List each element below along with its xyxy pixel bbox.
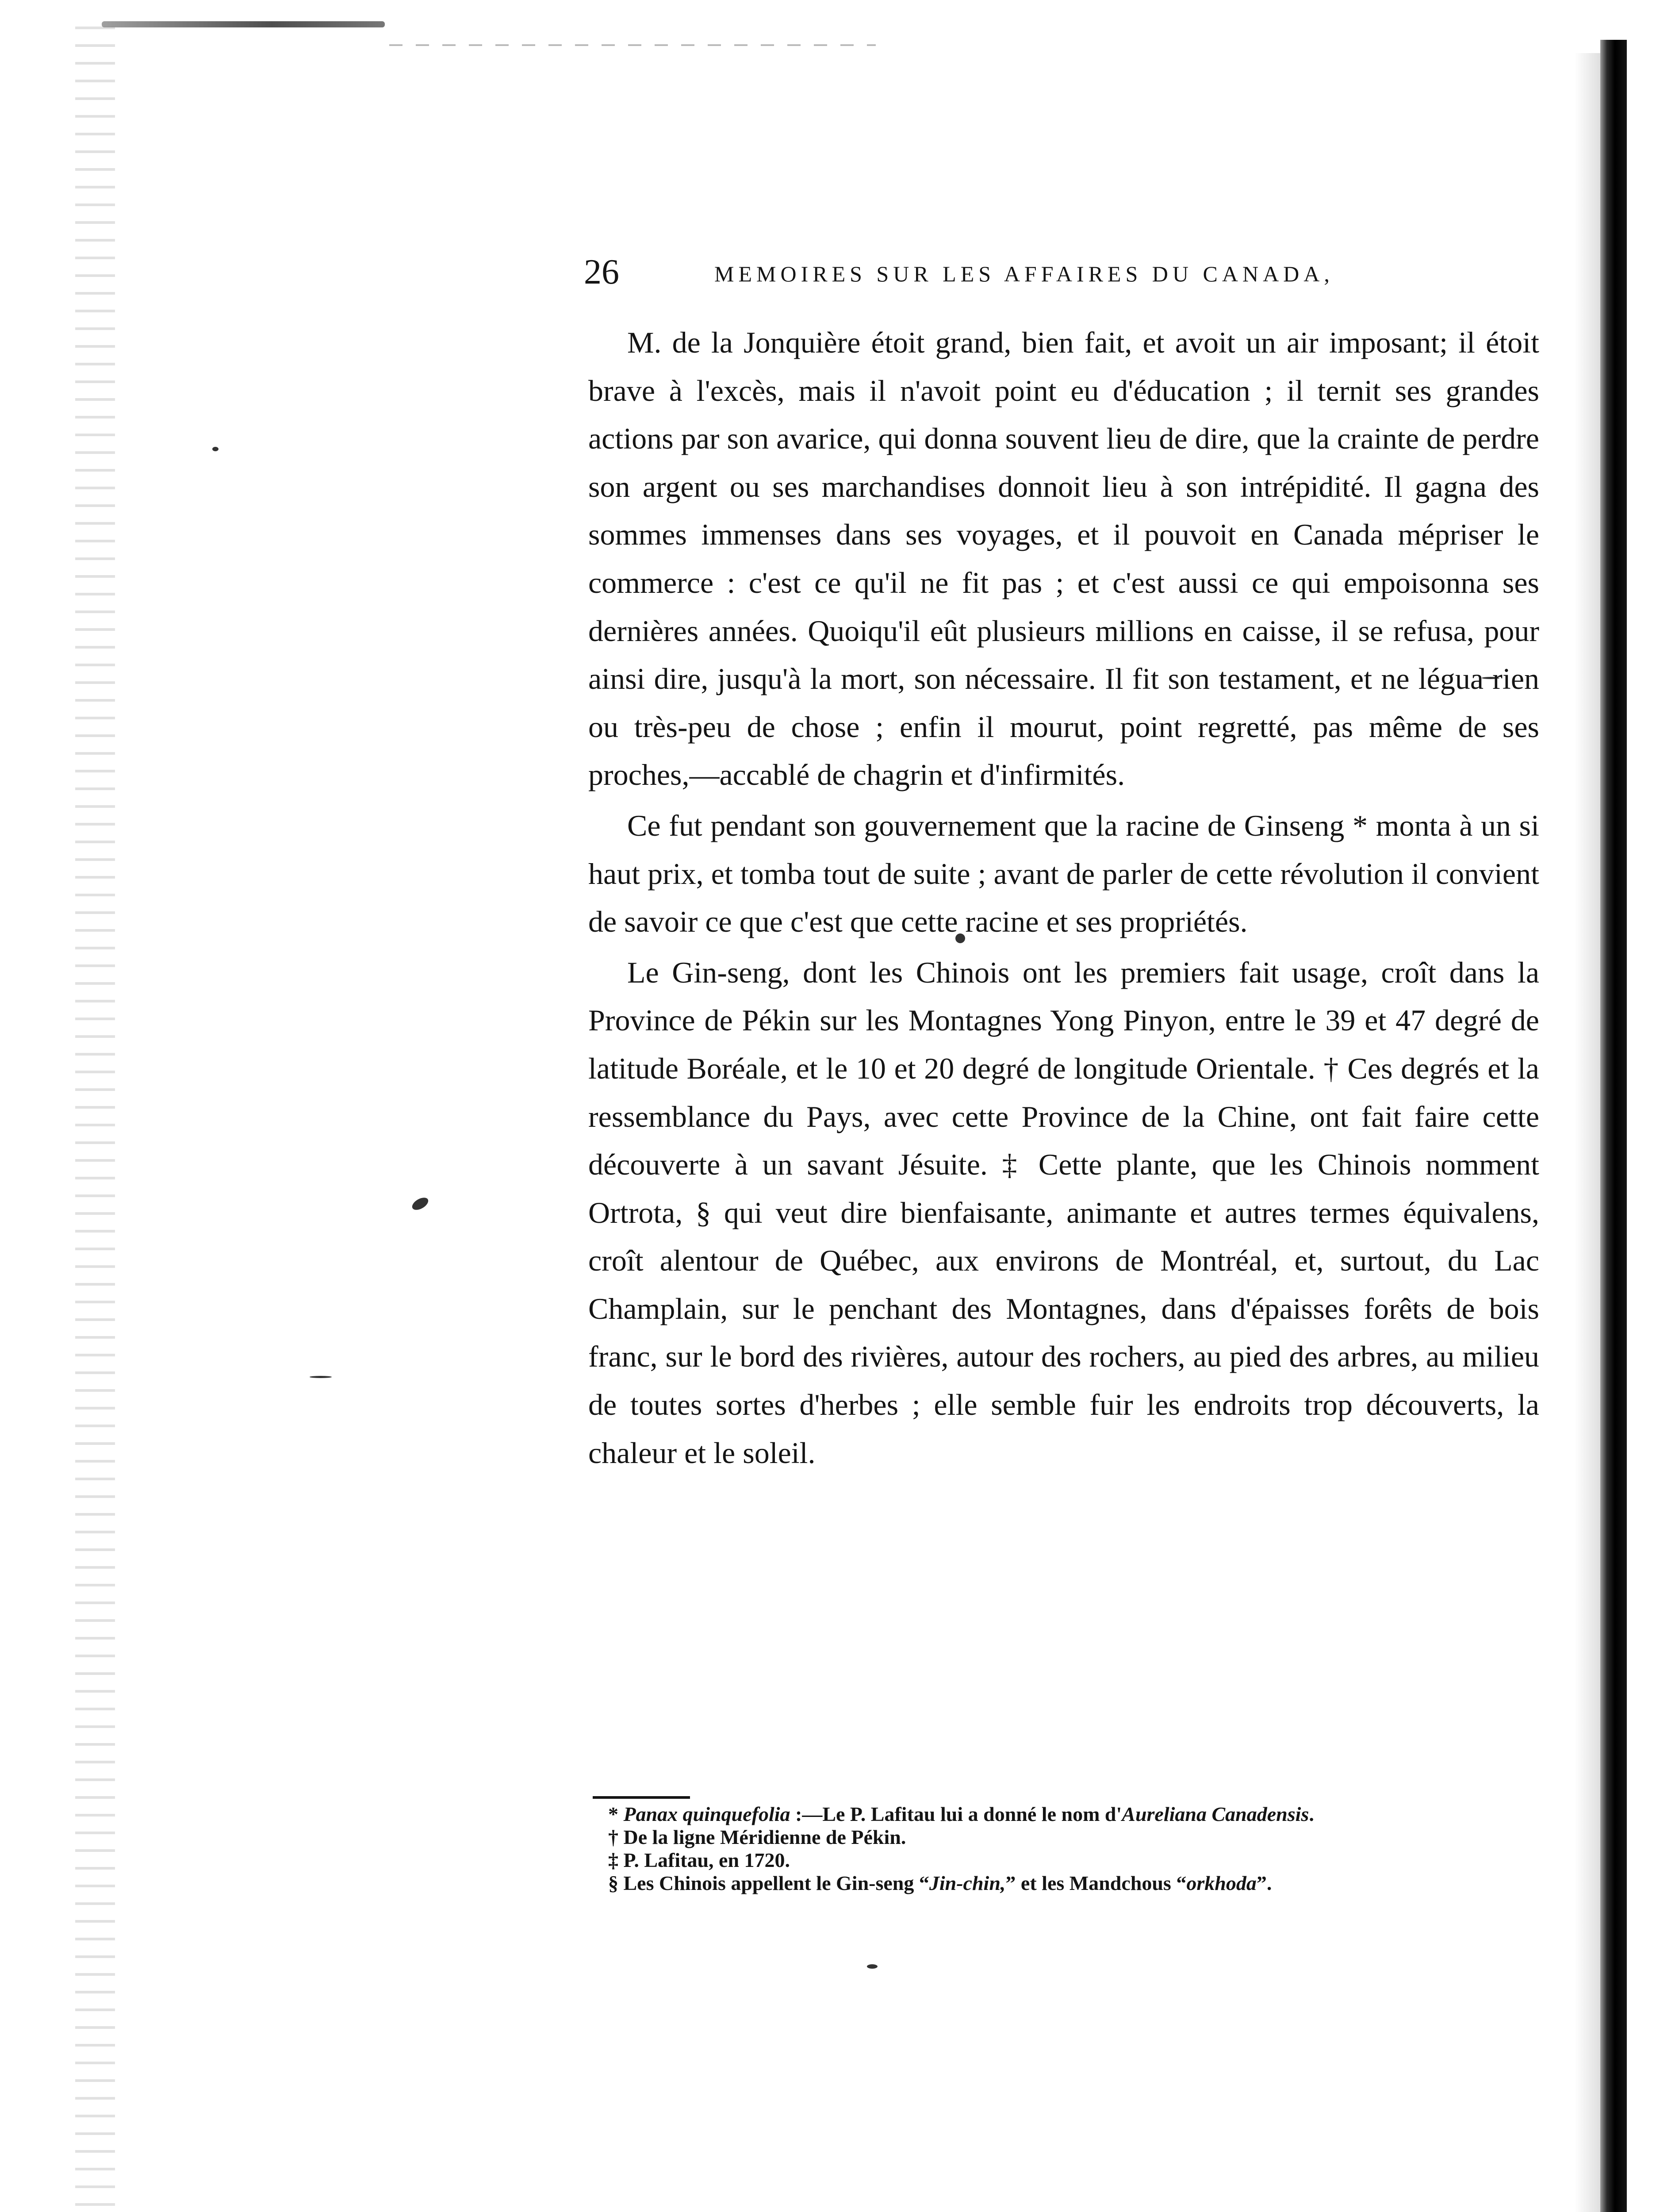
footnote-section: § Les Chinois appellent le Gin-seng “Jin-chin,” et les Mandchous “orkhoda”.	[608, 1872, 1272, 1894]
running-head: MEMOIRES SUR LES AFFAIRES DU CANADA,	[714, 261, 1334, 286]
paragraph-jonquiere: M. de la Jonquière étoit grand, bien fait, et avoit un air imposant; il étoit brave à l'excès, mais il n'avoit point eu d'éducation ; il ternit ses grandes actions par son avarice, qui donna souvent lieu de dire, que la crainte de perdre son argent ou ses marchandises donnoit lieu à son intrépidité. Il gagna des sommes immenses dans ses voyages, et il pouvoit en Canada mépriser le commerce : c'est ce qu'il ne fit pas ; et c'est aussi ce qui empoisonna ses dernières années. Quoiqu'il eût plusieurs millions en caisse, il se refusa, pour ainsi dire, jusqu'à la mort, son nécessaire. Il fit son testament, et ne légua rien ou très-peu de chose ; enfin il mourut, point regretté, pas même de ses proches,—accablé de chagrin et d'infirmités.	[588, 326, 1539, 792]
footnote-double-dagger: ‡ P. Lafitau, en 1720.	[608, 1849, 790, 1871]
footnote-dagger: † De la ligne Méridienne de Pékin.	[608, 1826, 906, 1848]
paragraph-ginseng-price: Ce fut pendant son gouvernement que la racine de Ginseng * monta à un si haut prix, et tomba tout de suite ; avant de parler de cette révolution il convient de savoir ce que c'est que cette racine et ses propriétés.	[588, 808, 1539, 939]
scan-mark-top-dashes	[389, 44, 876, 46]
page-number: 26	[584, 253, 619, 292]
page-header	[584, 248, 1539, 296]
binding-edge	[1600, 40, 1627, 2212]
binding-shadow	[1575, 53, 1601, 2212]
footnote-rule	[593, 1796, 690, 1799]
scan-mark-top	[102, 21, 385, 27]
footnotes	[608, 1803, 1541, 1895]
paragraph-ginseng-description: Le Gin-seng, dont les Chinois ont les premiers fait usage, croît dans la Province de Pékin sur les Montagnes Yong Pinyon, entre le 39 et 47 degré de latitude Boréale, et le 10 et 20 degré de longitude Orientale. † Ces degrés et la ressemblance du Pays, avec cette Province de la Chine, ont fait faire cette découverte à un savant Jésuite. ‡ Cette plante, que les Chinois nomment Ortrota, § qui veut dire bienfaisante, animante et autres termes équivalens, croît alentour de Québec, aux environs de Montréal, et, surtout, du Lac Champlain, sur le penchant des Montagnes, dans d'épaisses forêts de bois franc, sur le bord des rivières, autour des rochers, au pied des arbres, au milieu de toutes sortes d'herbes ; elle semble fuir les endroits trop découverts, la chaleur et le soleil.	[588, 955, 1539, 1470]
footnote-star: * Panax quinquefolia :—Le P. Lafitau lui a donné le nom d'Aureliana Canadensis.	[608, 1803, 1314, 1825]
body-text	[588, 319, 1539, 1479]
scan-noise-left	[75, 27, 115, 2212]
